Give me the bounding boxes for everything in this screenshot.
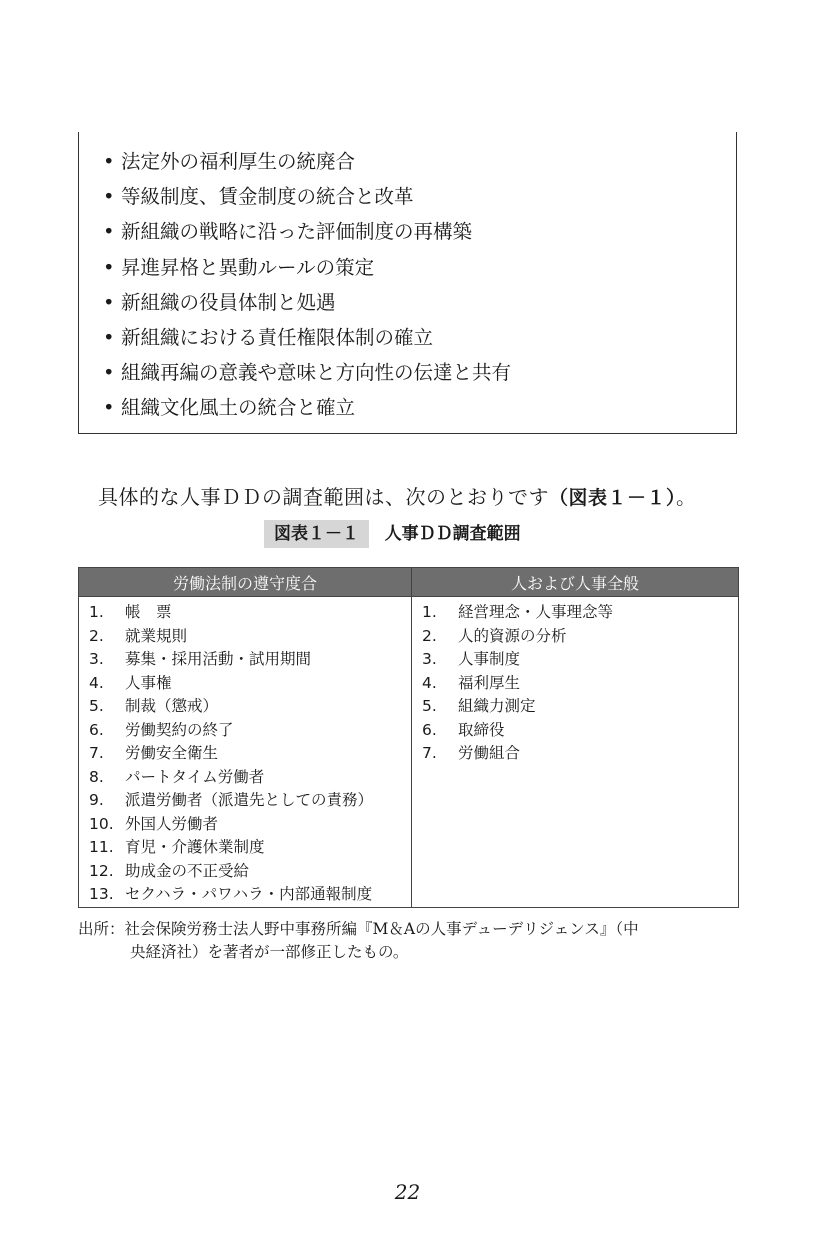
item-number: 8. <box>89 767 104 786</box>
list-item <box>89 813 411 837</box>
item-text: セクハラ・パワハラ・内部通報制度 <box>125 885 373 903</box>
figure-reference: （図表１－１） <box>549 487 677 509</box>
item-text: 労働契約の終了 <box>125 720 234 739</box>
item-text: 人事制度 <box>458 650 521 668</box>
source-label: 出所： <box>78 920 125 938</box>
item-number: 4. <box>422 673 437 692</box>
bullet-dot: • <box>103 326 115 350</box>
item-number: 1. <box>422 603 437 621</box>
item-number: 4. <box>89 673 104 692</box>
item-number: 12. <box>89 861 114 880</box>
item-number: 6. <box>422 720 437 739</box>
page-number: 22 <box>394 1180 421 1204</box>
item-text: 外国人労働者 <box>125 814 219 833</box>
item-text: 経営理念・人事理念等 <box>458 603 614 621</box>
item-text: パートタイム労働者 <box>125 767 265 786</box>
item-text: 福利厚生 <box>458 673 521 692</box>
bullet-box <box>78 132 737 434</box>
item-text: 就業規則 <box>125 626 188 645</box>
item-text: 帳 票 <box>125 603 172 621</box>
bullet-item: • 組織再編の意義や意味と方向性の伝達と共有 <box>103 355 511 390</box>
item-text: 労働組合 <box>458 744 521 762</box>
bullet-dot: • <box>103 396 115 420</box>
item-number: 11. <box>89 838 114 856</box>
item-text: 助成金の不正受給 <box>125 861 250 880</box>
list-item <box>89 836 411 860</box>
item-text: 労働安全衛生 <box>125 744 219 762</box>
list-item <box>89 742 411 766</box>
item-number: 3. <box>422 650 437 668</box>
item-number: 5. <box>89 697 104 715</box>
list-item <box>422 672 738 696</box>
bullet-dot: • <box>103 255 115 279</box>
bullet-item: • 法定外の福利厚生の統廃合 <box>103 144 511 179</box>
item-text: 組織力測定 <box>458 697 536 715</box>
figure-title <box>264 520 521 548</box>
list-item <box>89 648 411 672</box>
bullet-list <box>103 144 511 426</box>
dd-scope-table <box>78 567 739 908</box>
item-number: 2. <box>89 626 104 645</box>
bullet-item: • 新組織の役員体制と処遇 <box>103 285 511 320</box>
bullet-item: • 新組織における責任権限体制の確立 <box>103 320 511 355</box>
list-item <box>89 789 411 813</box>
list-item <box>89 883 411 907</box>
bullet-dot: • <box>103 361 115 385</box>
list-item <box>89 601 411 625</box>
col2-cell <box>412 597 739 908</box>
bullet-item: • 組織文化風土の統合と確立 <box>103 390 511 425</box>
item-number: 13. <box>89 885 114 903</box>
bullet-dot: • <box>103 290 115 314</box>
list-item <box>422 601 738 625</box>
item-number: 7. <box>89 744 104 762</box>
item-number: 1. <box>89 603 104 621</box>
list-item <box>89 860 411 884</box>
item-text: 募集・採用活動・試用期間 <box>125 650 312 668</box>
item-text: 派遣労働者（派遣先としての責務） <box>125 791 374 809</box>
list-item <box>89 672 411 696</box>
list-item <box>89 766 411 790</box>
bullet-item: • 昇進昇格と異動ルールの策定 <box>103 250 511 285</box>
col2-header: 人および人事全般 <box>412 568 739 597</box>
list-item <box>422 648 738 672</box>
item-text: 人的資源の分析 <box>458 626 567 645</box>
list-item <box>422 719 738 743</box>
item-text: 人事権 <box>125 673 172 692</box>
item-text: 取締役 <box>458 720 505 739</box>
item-number: 10. <box>89 814 114 833</box>
col1-list <box>89 601 411 907</box>
list-item <box>89 695 411 719</box>
bullet-dot: • <box>103 150 115 173</box>
col1-header: 労働法制の遵守度合 <box>79 568 412 597</box>
item-text: 育児・介護休業制度 <box>125 838 265 856</box>
intro-paragraph: 具体的な人事ＤＤの調査範囲は、次のとおりです（図表１－１）。 <box>98 485 697 509</box>
col2-list <box>422 601 738 766</box>
list-item <box>422 742 738 766</box>
bullet-dot: • <box>103 185 115 209</box>
list-item <box>89 625 411 649</box>
list-item <box>422 625 738 649</box>
list-item <box>422 695 738 719</box>
source-note: 出所：社会保険労務士法人野中事務所編『M＆Aの人事デューデリジェンス』（中 央経済社）を著者が一部修正したもの。 <box>78 920 639 961</box>
col1-cell <box>79 597 412 908</box>
item-text: 制裁（懲戒） <box>125 697 219 715</box>
item-number: 6. <box>89 720 104 739</box>
figure-label: 図表１－１ <box>264 520 369 548</box>
item-number: 7. <box>422 744 437 762</box>
bullet-item: • 新組織の戦略に沿った評価制度の再構築 <box>103 214 511 249</box>
item-number: 2. <box>422 626 437 645</box>
item-number: 3. <box>89 650 104 668</box>
item-number: 9. <box>89 791 104 809</box>
bullet-dot: • <box>103 220 115 244</box>
bullet-item: • 等級制度、賃金制度の統合と改革 <box>103 179 511 214</box>
figure-name: 人事ＤＤ調査範囲 <box>384 524 521 544</box>
item-number: 5. <box>422 697 437 715</box>
list-item <box>89 719 411 743</box>
